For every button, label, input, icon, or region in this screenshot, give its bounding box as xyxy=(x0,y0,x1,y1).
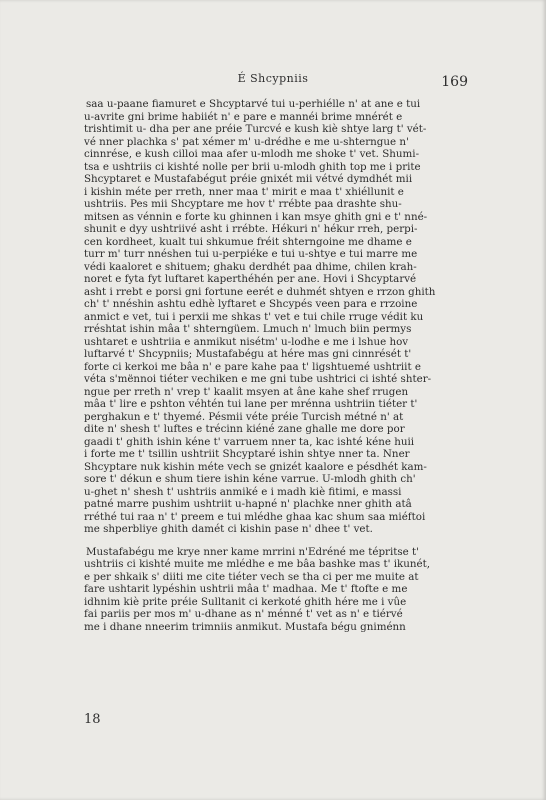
text-line: noret e fyta fyt luftaret kaperthéhén per ane. Hovi i Shcyptarvé xyxy=(84,273,417,285)
text-line: védi kaaloret e shituem; ghaku derdhét paa dhime, chilen krah- xyxy=(84,260,417,273)
text-line: ch' t' nnéshin ashtu edhè lyftaret e Shcypés veen para e rrzoine xyxy=(84,298,418,310)
text-line: anmict e vet, tui i perxii me shkas t' vet e tui chile rruge védit ku xyxy=(84,310,424,323)
text-line: ushtaret e ushtriia e anmikut nisétm' u-lodhe e me i lshue hov xyxy=(84,335,409,348)
text-line: e per shkaik s' diiti me cite tiéter vech se tha ci per me muite at xyxy=(84,570,419,583)
text-line: fare ushtarit lypéshin ushtrii mâa t' madhaa. Me t' ftofte e me xyxy=(84,583,408,595)
text-line: Mustafabégu me krye nner kame mrrini n'Edréné me tépritse t' xyxy=(86,545,420,558)
text-line: saa u-paane fiamuret e Shcyptarvé tui u-perhiélle n' at ane e tui xyxy=(86,98,421,110)
body-text xyxy=(84,98,480,633)
text-line: ushtriis. Pes mii Shcyptare me hov t' rrébte paa drashte shu- xyxy=(84,198,402,210)
paragraph-1 xyxy=(84,98,480,536)
text-line: me shperbliye ghith damét ci kishin pase n' dhee t' vet. xyxy=(84,523,373,535)
text-line: rréthé tui raa n' t' preem e tui mlédhe ghaa kac shum saa miéftoi xyxy=(84,510,426,523)
text-line: forte ci kerkoi me bâa n' e pare kahe paa t' ligshtuemé ushtriit e xyxy=(84,360,421,373)
text-line: luftarvé t' Shcypniis; Mustafabégu at hére mas gni cinnrését t' xyxy=(84,348,412,360)
text-line: mitsen as vénnin e forte ku ghinnen i kan msye ghith gni e t' nné- xyxy=(84,210,428,223)
text-line: gaadi t' ghith ishin kéne t' varruem nner ta, kac ishté kéne huii xyxy=(84,435,415,448)
text-line: i forte me t' tsillin ushtriit Shcyptaré ishin shtye nner ta. Nner xyxy=(84,448,410,460)
page-number: 169 xyxy=(441,74,468,90)
text-line: i kishin méte per rreth, nner maa t' mirit e maa t' xhiéllunit e xyxy=(84,185,404,198)
text-line: vé nner plachka s' pat xémer m' u-drédhe e me u-shterngue n' xyxy=(84,135,409,148)
text-line: idhnim kiè prite préie Sulltanit ci kerkoté ghith hére me i vûe xyxy=(84,595,407,608)
text-line: turr m' turr nnéshen tui u-perpiéke e tui u-shtye e tui marre me xyxy=(84,248,418,260)
text-line: u-ghet n' shesh t' ushtriis anmiké e i madh kiè fitimi, e massi xyxy=(84,485,402,498)
text-line: véta s'mënnoi tiéter vechiken e me gni tube ushtrici ci ishté shter- xyxy=(84,373,432,385)
text-line: perghakun e t' thyemé. Pésmii véte préie Turcish métné n' at xyxy=(84,410,404,423)
signature-mark: 18 xyxy=(84,712,101,727)
text-line: fai pariis per mos m' u-dhane as n' ménné t' vet as n' e tiérvé xyxy=(84,608,403,620)
text-line: u-avrite gni brime habiiét n' e pare e mannéi brime mnérét e xyxy=(84,110,403,123)
text-line: me i dhane nneerim trimniis anmikut. Mustafa bégu gniménn xyxy=(84,620,406,633)
text-line: cen kordheet, kualt tui shkumue fréit shterngoine me dhame e xyxy=(84,235,412,248)
paragraph-2 xyxy=(84,546,480,634)
text-line: sore t' dékun e shum tiere ishin kéne varrue. U-mlodh ghith ch' xyxy=(84,473,416,485)
text-line: asht i rrebt e porsi gni fortune eerét e duhmét shtyen e rrzon ghith xyxy=(84,285,436,298)
text-line: Shcyptare nuk kishin méte vech se gnizét kaalore e pésdhét kam- xyxy=(84,460,427,473)
text-line: shunit e dyy ushtriivé asht i rrébte. Hékuri n' hékur rreh, perpi- xyxy=(84,223,418,235)
running-head: É Shcypniis xyxy=(237,72,309,85)
text-line: Shcyptaret e Mustafabégut préie gnixét mii vétvé dymdhét mii xyxy=(84,173,413,185)
text-line: mâa t' lire e pshton véhtén tui lane per mrénna ushtriin tiéter t' xyxy=(84,398,418,410)
text-line: tsa e ushtriis ci kishté nolle per brii u-mlodh ghith top me i prite xyxy=(84,160,421,173)
text-line: patné marre pushim ushtriit u-hapné n' plachke nner ghith atâ xyxy=(84,498,412,510)
text-line: ngue per rreth n' vrep t' kaalit msyen at âne kahe shef rrugen xyxy=(84,385,409,398)
text-line: ushtriis ci kishté muite me mlédhe e me bâa bashke mas t' ikunét, xyxy=(84,558,430,570)
text-line: rréshtat ishin mâa t' shterngüem. Lmuch n' lmuch biin permys xyxy=(84,323,412,335)
text-line: trishtimit u- dha per ane préie Turcvé e kush kiè shtye larg t' vét- xyxy=(84,123,427,135)
text-line: cinnrése, e kush cilloi maa afer u-mlodh me shoke t' vet. Shumi- xyxy=(84,148,420,160)
paragraph-gap xyxy=(84,536,480,546)
text-line: dite n' shesh t' luftes e trécinn kiéné zane ghalle me dore por xyxy=(84,423,405,435)
